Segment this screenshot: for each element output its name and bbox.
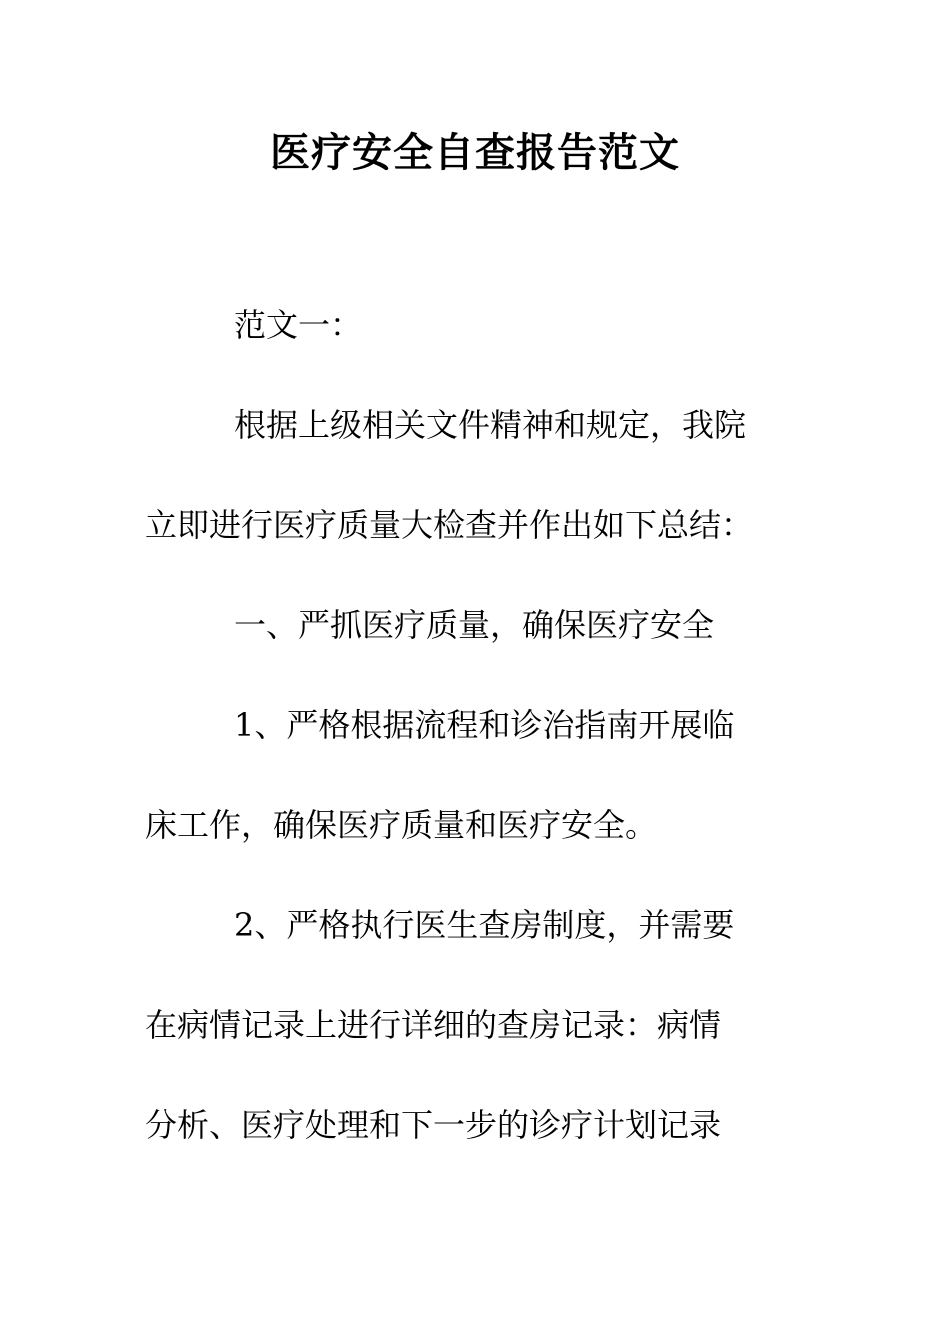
paragraph-line-9: 分析、医疗处理和下一步的诊疗计划记录	[145, 1106, 722, 1144]
paragraph-line-1: 范文一：	[234, 306, 363, 344]
document-title: 医疗安全自查报告范文	[270, 130, 680, 176]
paragraph-line-7: 2、严格执行医生查房制度，并需要	[234, 906, 735, 944]
paragraph-line-3: 立即进行医疗质量大检查并作出如下总结：	[145, 506, 754, 544]
paragraph-line-8: 在病情记录上进行详细的查房记录：病情	[145, 1006, 722, 1044]
paragraph-line-2: 根据上级相关文件精神和规定，我院	[234, 406, 747, 444]
section-heading: 一、严抓医疗质量，确保医疗安全	[234, 606, 715, 644]
paragraph-line-6: 床工作，确保医疗质量和医疗安全。	[145, 806, 658, 844]
paragraph-line-5: 1、严格根据流程和诊治指南开展临	[234, 706, 735, 744]
